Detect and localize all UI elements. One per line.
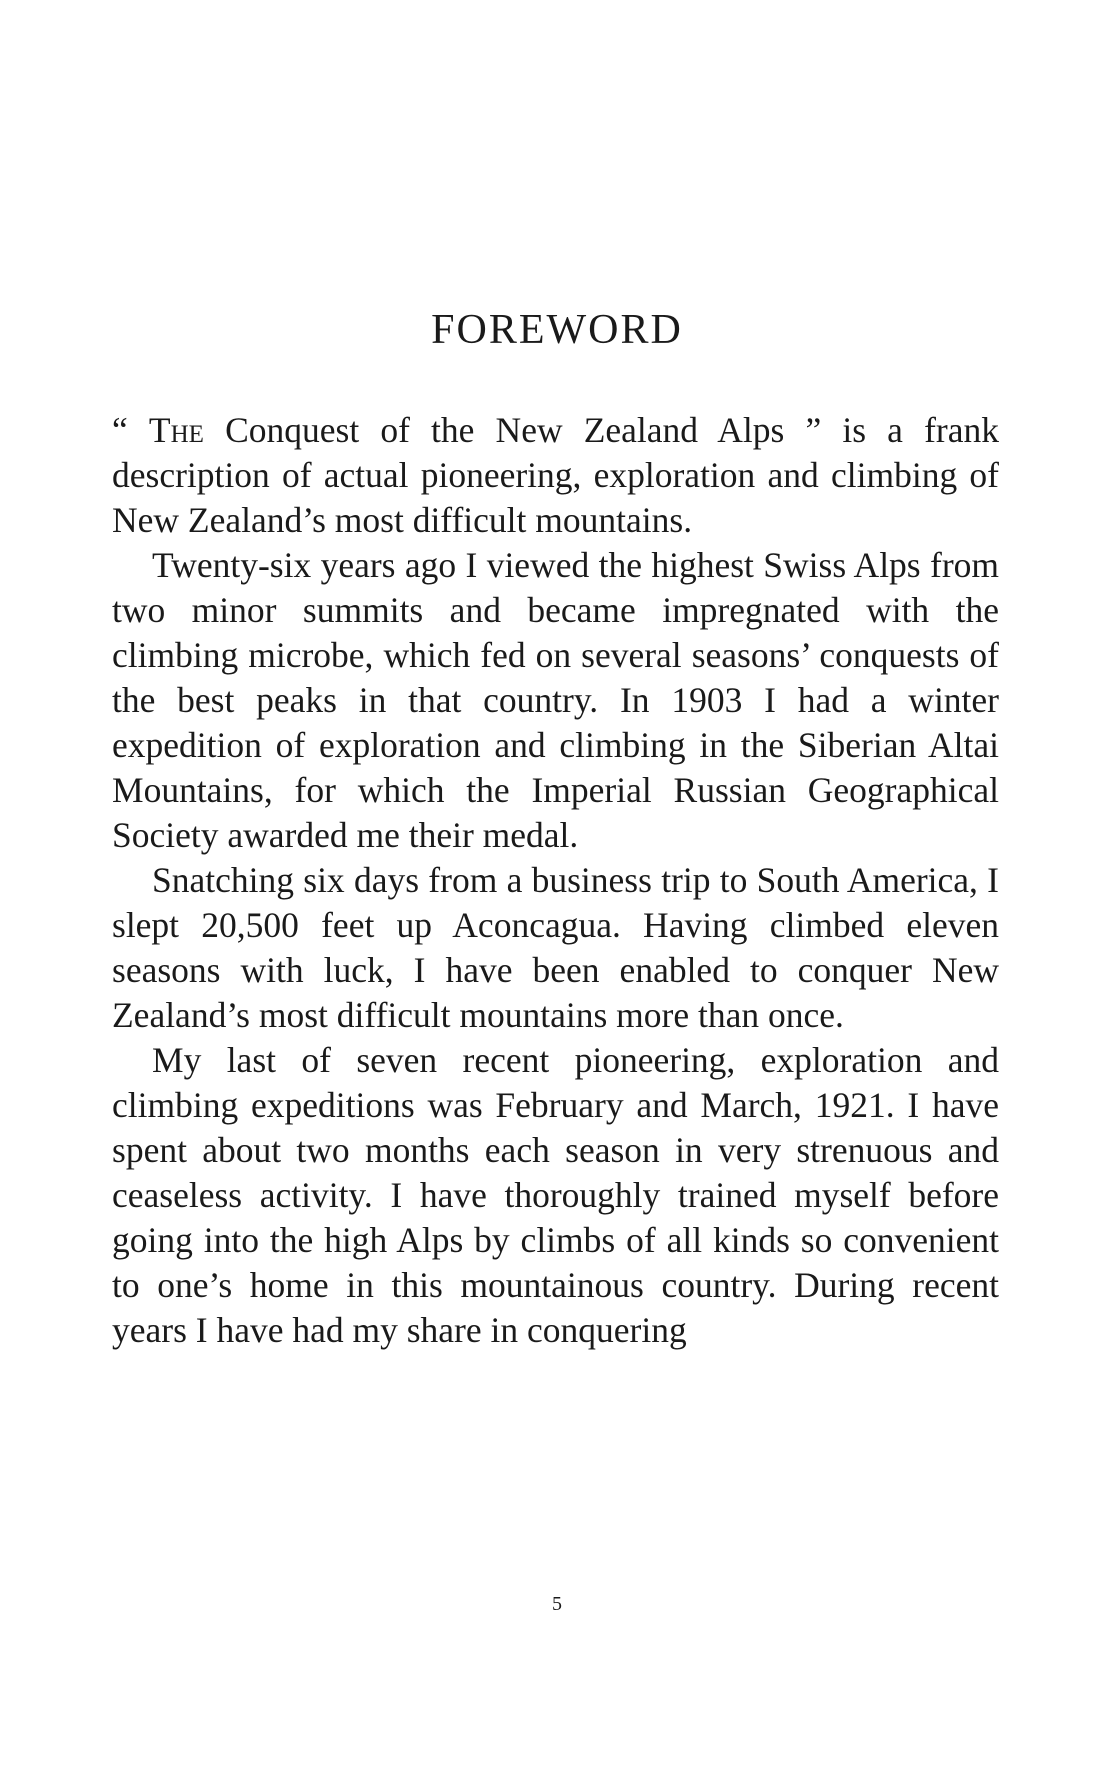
page-number: 5 <box>552 1593 562 1615</box>
foreword-body <box>112 408 999 1353</box>
paragraph-3: Snatching six days from a business trip to South America, I slept 20,500 feet up Aconcagua. Having climbed eleven seasons with luck, I have been enabled to conquer New Zealand’s most difficult mountains more than once. <box>112 860 999 1035</box>
paragraph-1-text: Conquest of the New Zealand Alps ” is a frank description of actual pioneering, exploration and climbing of New Zealand’s most difficult mountains. <box>112 410 999 540</box>
small-caps-lead-word: The <box>148 410 204 450</box>
paragraph-1 <box>112 408 999 543</box>
paragraph-4: My last of seven recent pioneering, exploration and climbing expeditions was February and March, 1921. I have spent about two months each season in very strenuous and ceaseless activity. I have thoroughly trained myself before going into the high Alps by climbs of all kinds so convenient to one’s home in this mountainous country. During recent years I have had my share in conquering <box>112 1040 999 1350</box>
page-title: FOREWORD <box>431 307 683 353</box>
paragraph-2: Twenty-six years ago I viewed the highest Swiss Alps from two minor summits and became impregnated with the climbing microbe, which fed on several seasons’ conquests of the best peaks in that country. In 1903 I had a winter expedition of exploration and climbing in the Siberian Altai Mountains, for which the Imperial Russian Geographical Society awarded me their medal. <box>112 545 999 855</box>
opening-quote: “ <box>112 410 149 450</box>
